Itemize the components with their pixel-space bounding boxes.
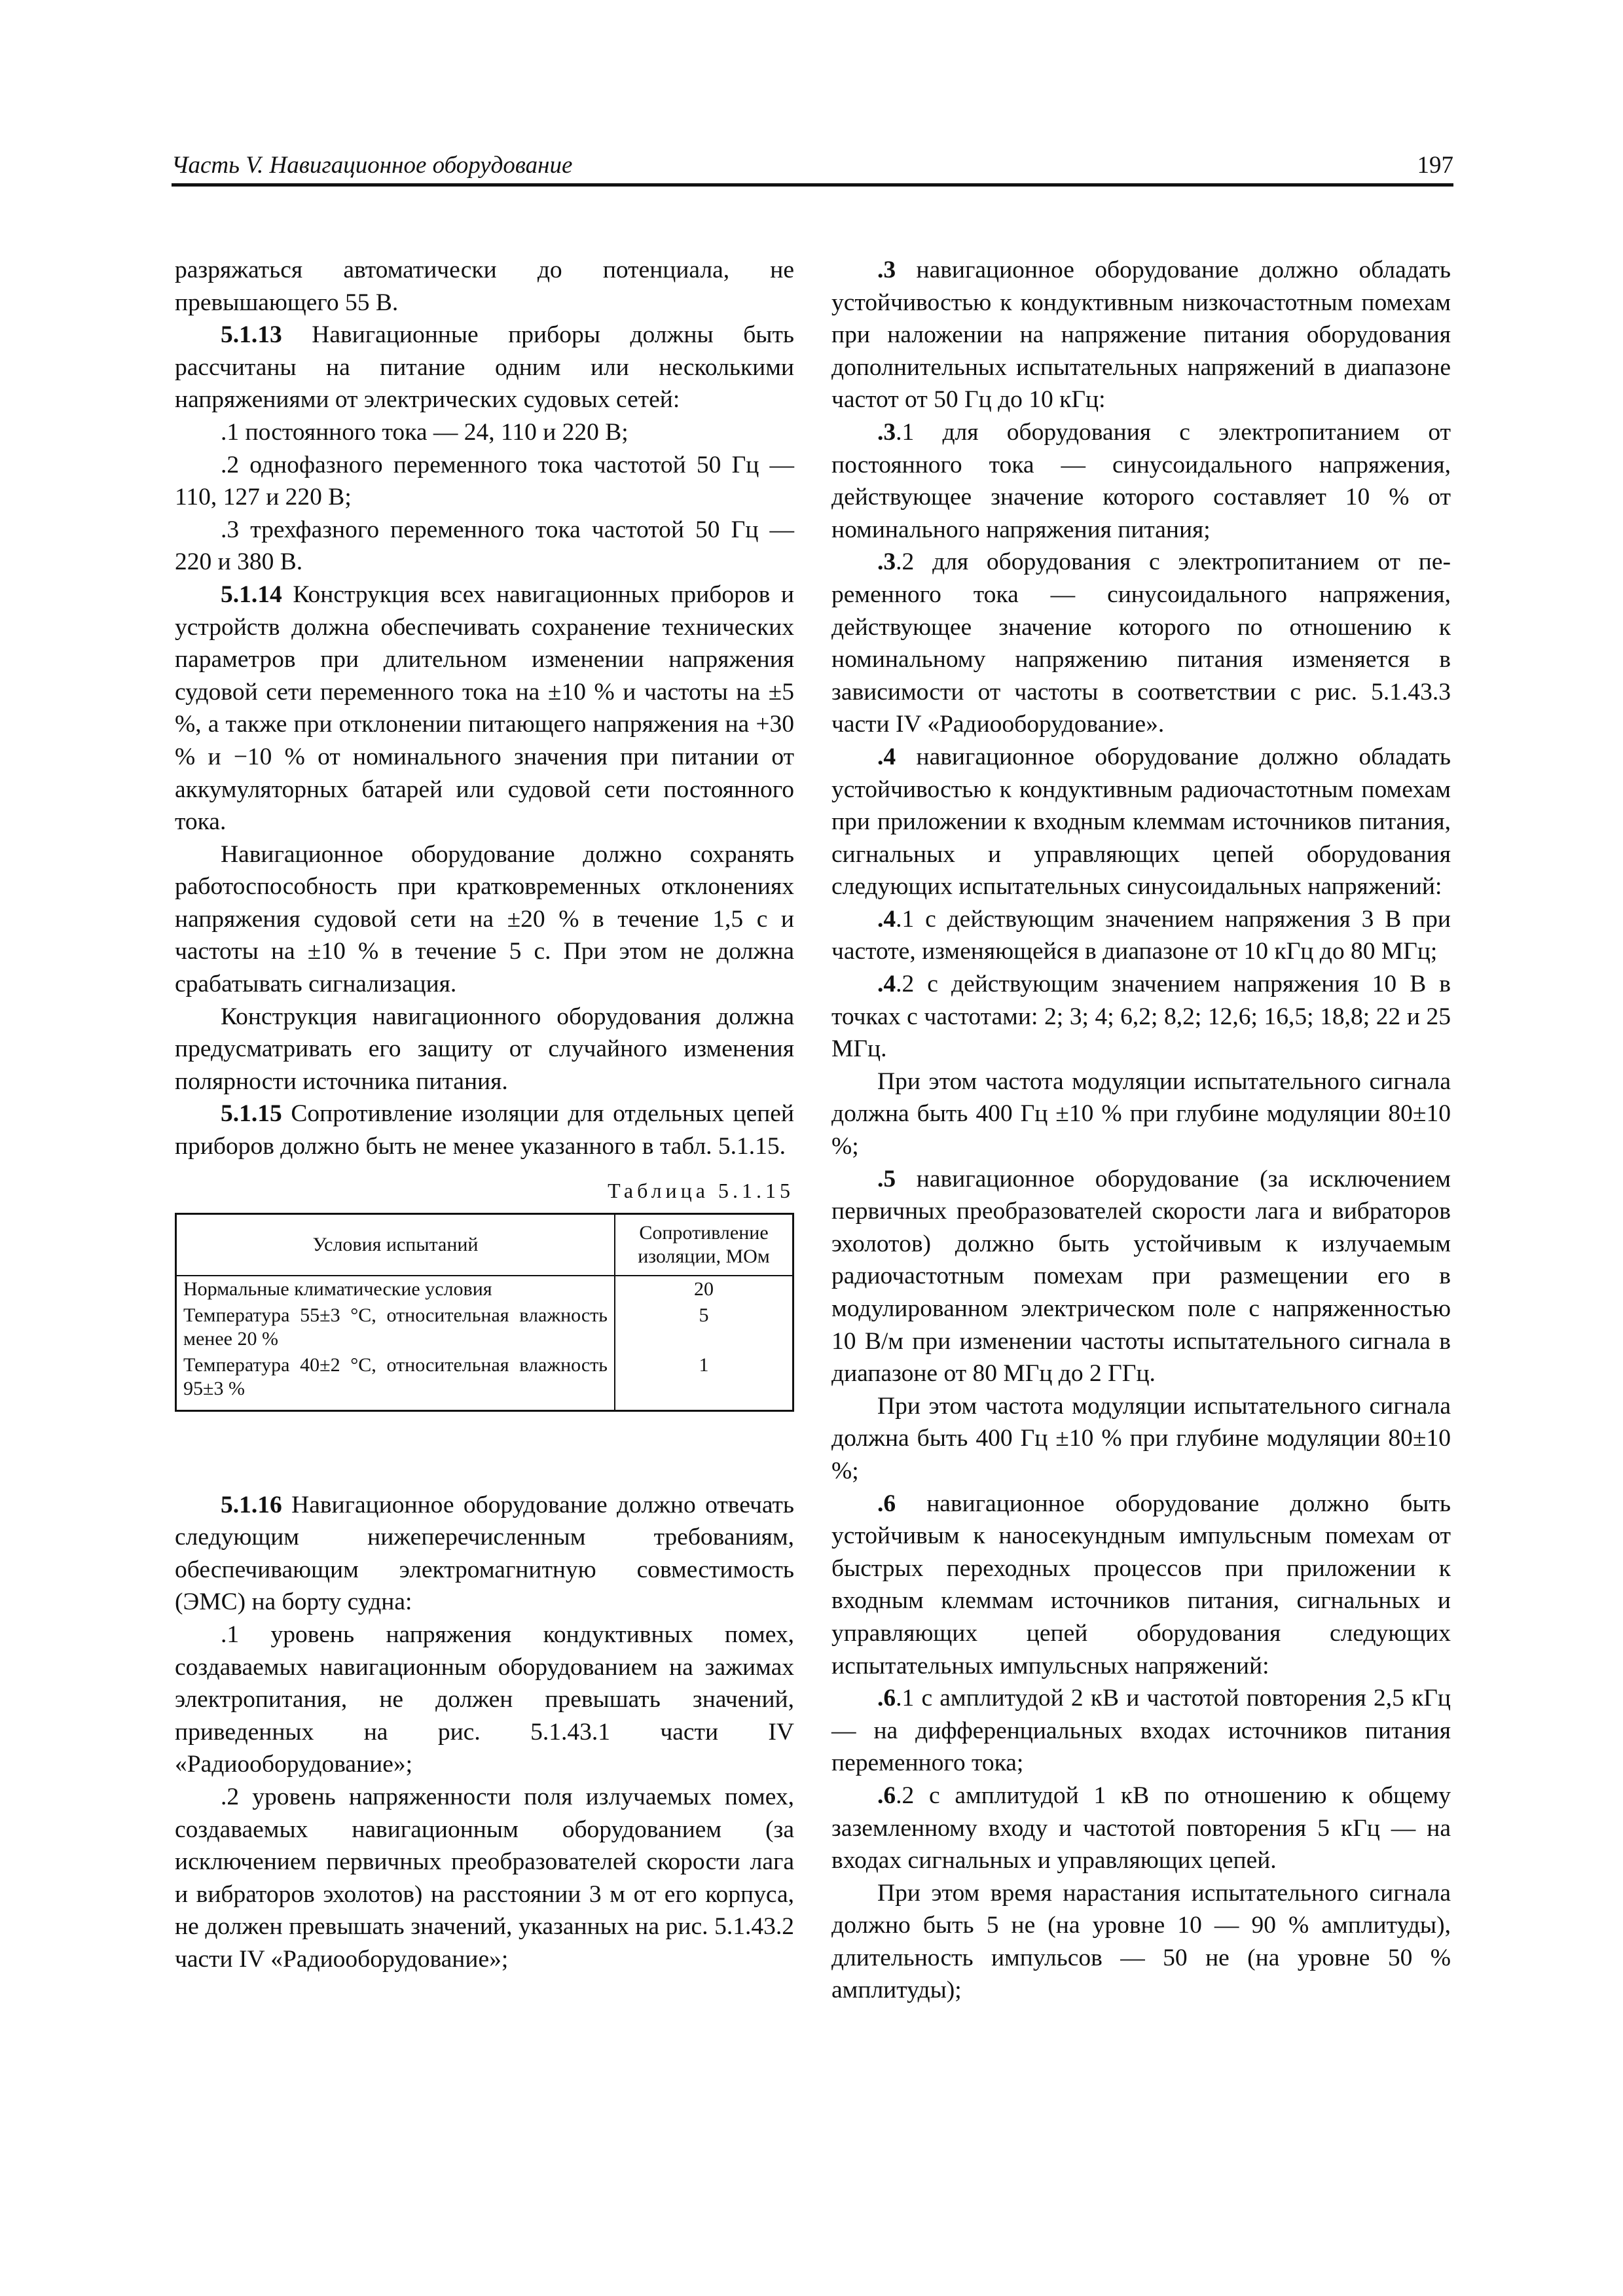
item-number: .6 — [877, 1685, 896, 1712]
item-text: навигационное оборудование (за исключением первичных преобразователей скорости лага и вибраторов эхолотов) должно быть устойчивым к излучаемым радиочастотным помехам при размещении его в модулированном электрическом поле с напряженностью 10 В/м при изменении частоты испытательного сигнала в диапазоне от 80 МГц до 2 ГГц. — [831, 1165, 1451, 1388]
list-item — [831, 741, 1451, 903]
item-number: .6 — [877, 1490, 896, 1517]
table-cell: Температура 55±3 °С, относительная влажность менее 20 % — [176, 1302, 615, 1352]
item-number: .4 — [877, 971, 896, 998]
table-cell: 20 — [615, 1276, 793, 1302]
table-cell: 5 — [615, 1302, 793, 1352]
list-item — [831, 416, 1451, 546]
list-item — [831, 968, 1451, 1066]
paragraph — [175, 1489, 794, 1619]
paragraph-text: Навигационное оборудование должно отвечать следующим нижеперечисленным требованиям, обеспечивающим электромагнитную совместимость (ЭМС) на борту судна: — [175, 1491, 794, 1616]
list-item: .2 уровень напряженности поля излучаемых помех, создаваемых навигационным оборудованием (за исключением первичных преобразователей скорости лага и вибраторов эхолотов) на расстоянии 3 м от его корпуса, не должен превышать значений, указанных на рис. 5.1.43.2 части IV «Радиооборудование»; — [175, 1783, 794, 1973]
paragraph: При этом частота модуляции испытательного сигнала должна быть 400 Гц ±10 % при глубине модуляции 80±10 %; — [831, 1067, 1451, 1160]
table-cell: Нормальные климатические условия — [176, 1276, 615, 1302]
list-item: .1 уровень напряжения кондуктивных помех, создаваемых навигационным оборудованием на зажимах электропитания, не должен превышать значений, приведенных на рис. 5.1.43.1 части IV «Радиооборудование»; — [175, 1621, 794, 1778]
paragraph-text: Конструкция всех навигационных приборов и устройств должна обеспечивать сохранение технических параметров при длительном изменении напряжения судовой сети переменного тока на ±10 % и частоты на ±5 %, а также при отклонении питающего напряжения на +30 % и −10 % от номинального значения при питании от аккумуляторных батарей или судовой сети постоянного тока. — [175, 581, 794, 836]
left-column — [175, 254, 794, 1976]
item-text: .1 с действующим значением напряжения 3 В при частоте, изменяющейся в диапазоне от 10 кГц до 80 МГц; — [831, 905, 1451, 965]
item-number: .3 — [877, 257, 896, 283]
list-item — [831, 546, 1451, 741]
item-number: .4 — [877, 743, 896, 770]
item-number: .5 — [877, 1165, 896, 1193]
table-row — [176, 1276, 793, 1302]
table-row — [176, 1302, 793, 1352]
item-number: .6 — [877, 1782, 896, 1809]
list-item: .1 постоянного тока — 24, 110 и 220 В; — [221, 418, 629, 446]
table-cell: Температура 40±2 °С, относительная влажность 95±3 % — [176, 1352, 615, 1411]
paragraph — [175, 1098, 794, 1162]
insulation-table — [175, 1213, 794, 1412]
right-column — [831, 254, 1451, 2007]
item-text: навигационное оборудование должно обладать устойчивостью к кондуктивным низкочастотным помехам при наложении на напряжение питания оборудования дополнительных испытательных напряжений в диапазоне частот от 50 Гц до 10 кГц: — [831, 257, 1451, 414]
clause-number: 5.1.15 — [221, 1100, 282, 1128]
paragraph: Навигационное оборудование должно сохранять работоспособность при кратковременных отклонениях напряжения судовой сети на ±20 % в течение 1,5 с и частоты на ±10 % в течение 5 с. При этом не должна срабатывать сигнализация. — [175, 840, 794, 998]
running-title: Часть V. Навигационное оборудование — [172, 152, 573, 179]
item-text: .1 для оборудования с электропитанием от постоянного тока — синусоидального напряжения, действующее значение которого составляет 10 % от номинального напряжения питания; — [831, 418, 1451, 543]
item-number: .4 — [877, 905, 896, 933]
item-text: навигационное оборудование должно обладать устойчивостью к кондуктивным радиочастотным помехам при приложении к входным клеммам источников питания, сигнальных и управляющих цепей оборудования следующих испытательных синусоидальных напряжений: — [831, 743, 1451, 901]
item-text: .2 с действующим значением напряжения 10 В в точках с частотами: 2; 3; 4; 6,2; 8,2; 12,6; 16,5; 18,8; 22 и 25 МГц. — [831, 971, 1451, 1063]
list-item — [831, 1682, 1451, 1780]
list-item — [831, 1163, 1451, 1390]
item-text: навигационное оборудование должно быть устойчивым к наносекундным импульсным помехам от быстрых переходных процессов при приложении к входным клеммам источников питания, сигнальных и управляющих цепей оборудования следующих испытательных импульсных напряжений: — [831, 1490, 1451, 1679]
list-item — [831, 903, 1451, 968]
table-header-row — [176, 1213, 793, 1276]
clause-number: 5.1.13 — [221, 321, 282, 349]
item-text: .2 для оборудования с электропитанием от переменного тока — синусоидального напряжения, действующее значение которого по отношению к номинальному напряжению питания изменяется в зависимости от частоты в соответствии с рис. 5.1.43.3 части IV «Радиооборудование». — [831, 548, 1451, 738]
item-text: .1 с амплитудой 2 кВ и частотой повторения 2,5 кГц — на дифференциальных входах источников питания переменного тока; — [831, 1685, 1451, 1777]
paragraph — [175, 319, 794, 416]
paragraph-text: Навигационные приборы должны быть рассчитаны на питание одним или несколькими напряжениями от электрических судовых сетей: — [175, 321, 794, 414]
table-caption: Таблица 5.1.15 — [608, 1178, 794, 1202]
list-item: .3 трехфазного переменного тока частотой 50 Гц — 220 и 380 В. — [175, 516, 794, 576]
clause-number: 5.1.14 — [221, 581, 282, 608]
paragraph: При этом частота модуляции испытательного сигнала должна быть 400 Гц ±10 % при глубине модуляции 80±10 %; — [831, 1392, 1451, 1484]
page-header — [172, 143, 1453, 187]
paragraph: При этом время нарастания испытательного сигнала должно быть 5 не (на уровне 10 — 90 % амплитуды), длительность импульсов — 50 не (на уровне 50 % амплитуды); — [831, 1879, 1451, 2004]
item-text: .2 с амплитудой 1 кВ по отношению к общему заземленному входу и частотой повторения 5 кГц — на входах сигнальных и управляющих цепей. — [831, 1782, 1451, 1874]
paragraph-text: Сопротивление изоляции для отдельных цепей приборов должно быть не менее указанного в табл. 5.1.15. — [175, 1100, 794, 1160]
table-header-cell: Сопротивление изоляции, МОм — [615, 1213, 793, 1276]
item-number: .3 — [877, 548, 896, 576]
table-header-cell: Условия испытаний — [176, 1213, 615, 1276]
paragraph: разряжаться автоматически до потенциала, не превышающего 55 В. — [175, 257, 794, 316]
paragraph — [175, 579, 794, 838]
paragraph: Конструкция навигационного оборудования должна предусматривать его защиту от случайного изменения полярности источника питания. — [175, 1003, 794, 1095]
list-item — [831, 254, 1451, 416]
item-number: .3 — [877, 418, 896, 446]
clause-number: 5.1.16 — [221, 1491, 282, 1518]
table-row — [176, 1352, 793, 1411]
list-item — [831, 1780, 1451, 1877]
page-number: 197 — [1417, 152, 1453, 179]
list-item: .2 однофазного переменного тока частотой 50 Гц — 110, 127 и 220 В; — [175, 451, 794, 511]
list-item — [831, 1488, 1451, 1683]
table-cell: 1 — [615, 1352, 793, 1411]
